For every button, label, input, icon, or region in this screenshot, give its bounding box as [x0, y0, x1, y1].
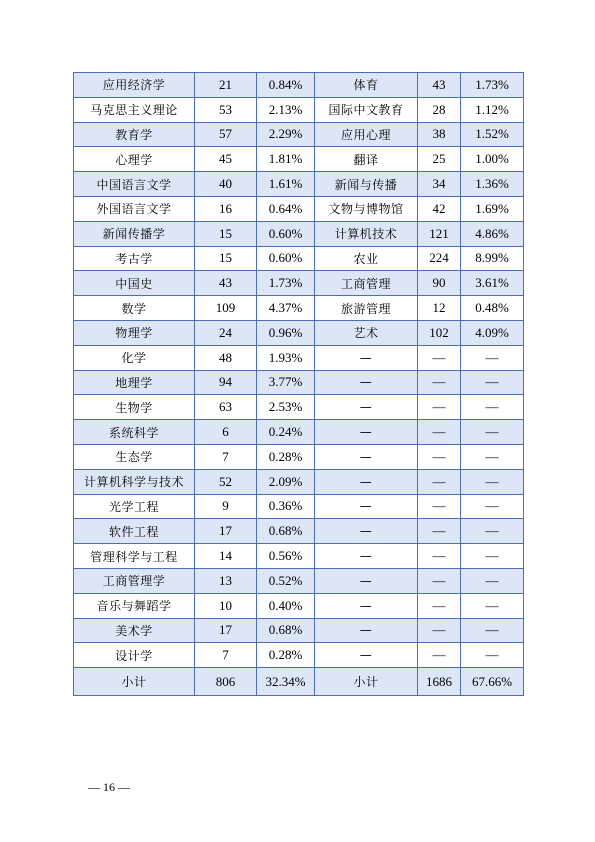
academic-count: 17 — [195, 519, 257, 544]
academic-percent: 2.53% — [257, 395, 315, 420]
academic-count: 40 — [195, 172, 257, 197]
professional-count: — — [418, 395, 461, 420]
professional-subject-name: 艺术 — [315, 320, 418, 345]
professional-count: — — [418, 618, 461, 643]
professional-count: 43 — [418, 73, 461, 98]
academic-percent: 2.29% — [257, 122, 315, 147]
academic-percent: 0.56% — [257, 544, 315, 569]
professional-count: — — [418, 544, 461, 569]
table-row — [74, 172, 524, 197]
academic-subject-name: 软件工程 — [74, 519, 195, 544]
professional-percent: 1.00% — [461, 147, 524, 172]
professional-percent: — — [461, 618, 524, 643]
academic-percent: 1.61% — [257, 172, 315, 197]
professional-count: 42 — [418, 196, 461, 221]
professional-subject-name: 翻译 — [315, 147, 418, 172]
academic-count: 15 — [195, 221, 257, 246]
professional-count: — — [418, 469, 461, 494]
table-row — [74, 593, 524, 618]
academic-percent: 1.81% — [257, 147, 315, 172]
professional-subject-name: — — [315, 643, 418, 668]
table-row — [74, 643, 524, 668]
table-row — [74, 345, 524, 370]
table-row — [74, 444, 524, 469]
academic-subject-name: 管理科学与工程 — [74, 544, 195, 569]
academic-percent: 0.28% — [257, 643, 315, 668]
professional-subject-name: — — [315, 618, 418, 643]
academic-subject-name: 中国语言文学 — [74, 172, 195, 197]
professional-subject-name: — — [315, 444, 418, 469]
professional-percent: 4.09% — [461, 320, 524, 345]
professional-count: 12 — [418, 296, 461, 321]
table-row — [74, 73, 524, 98]
academic-count: 15 — [195, 246, 257, 271]
professional-percent: — — [461, 494, 524, 519]
academic-count: 52 — [195, 469, 257, 494]
professional-subject-name: — — [315, 370, 418, 395]
academic-percent: 0.24% — [257, 420, 315, 445]
academic-subject-name: 系统科学 — [74, 420, 195, 445]
professional-percent: — — [461, 519, 524, 544]
professional-percent: — — [461, 568, 524, 593]
professional-subject-name: — — [315, 494, 418, 519]
academic-count: 63 — [195, 395, 257, 420]
academic-count: 6 — [195, 420, 257, 445]
page-number: — 16 — — [88, 780, 130, 794]
academic-subject-name: 生态学 — [74, 444, 195, 469]
academic-subject-name: 应用经济学 — [74, 73, 195, 98]
professional-subject-name: — — [315, 395, 418, 420]
professional-percent: 1.73% — [461, 73, 524, 98]
academic-subject-name: 美术学 — [74, 618, 195, 643]
professional-percent: — — [461, 370, 524, 395]
professional-percent: — — [461, 593, 524, 618]
professional-subject-name: — — [315, 544, 418, 569]
academic-percent: 0.60% — [257, 246, 315, 271]
academic-count: 806 — [195, 668, 257, 696]
professional-percent: — — [461, 420, 524, 445]
professional-subject-name: 应用心理 — [315, 122, 418, 147]
table-body — [74, 73, 524, 696]
academic-subject-name: 生物学 — [74, 395, 195, 420]
academic-subject-name: 化学 — [74, 345, 195, 370]
academic-subject-name: 心理学 — [74, 147, 195, 172]
academic-count: 24 — [195, 320, 257, 345]
academic-percent: 0.68% — [257, 519, 315, 544]
table-row — [74, 246, 524, 271]
subtotal-row — [74, 668, 524, 696]
table-row — [74, 320, 524, 345]
academic-count: 13 — [195, 568, 257, 593]
table-row — [74, 519, 524, 544]
professional-percent: 1.36% — [461, 172, 524, 197]
academic-subject-name: 考古学 — [74, 246, 195, 271]
academic-count: 57 — [195, 122, 257, 147]
professional-count: — — [418, 345, 461, 370]
academic-subject-name: 中国史 — [74, 271, 195, 296]
academic-subject-name: 教育学 — [74, 122, 195, 147]
table-row — [74, 618, 524, 643]
professional-percent: 1.69% — [461, 196, 524, 221]
academic-count: 17 — [195, 618, 257, 643]
academic-subject-name: 小计 — [74, 668, 195, 696]
academic-count: 21 — [195, 73, 257, 98]
professional-subject-name: — — [315, 519, 418, 544]
academic-count: 9 — [195, 494, 257, 519]
professional-count: 28 — [418, 97, 461, 122]
table-row — [74, 196, 524, 221]
academic-subject-name: 新闻传播学 — [74, 221, 195, 246]
professional-count: — — [418, 593, 461, 618]
academic-count: 53 — [195, 97, 257, 122]
professional-subject-name: 小计 — [315, 668, 418, 696]
table-row — [74, 568, 524, 593]
academic-count: 94 — [195, 370, 257, 395]
academic-percent: 2.09% — [257, 469, 315, 494]
academic-percent: 3.77% — [257, 370, 315, 395]
professional-count: 90 — [418, 271, 461, 296]
academic-percent: 4.37% — [257, 296, 315, 321]
professional-count: 224 — [418, 246, 461, 271]
academic-percent: 1.93% — [257, 345, 315, 370]
professional-count: — — [418, 444, 461, 469]
academic-subject-name: 外国语言文学 — [74, 196, 195, 221]
academic-count: 14 — [195, 544, 257, 569]
academic-count: 48 — [195, 345, 257, 370]
professional-percent: 67.66% — [461, 668, 524, 696]
table-row — [74, 271, 524, 296]
academic-percent: 0.36% — [257, 494, 315, 519]
academic-count: 7 — [195, 643, 257, 668]
table-row — [74, 395, 524, 420]
table-row — [74, 221, 524, 246]
academic-percent: 0.40% — [257, 593, 315, 618]
professional-percent: 4.86% — [461, 221, 524, 246]
professional-percent: — — [461, 544, 524, 569]
academic-percent: 0.28% — [257, 444, 315, 469]
professional-percent: 1.12% — [461, 97, 524, 122]
professional-subject-name: 农业 — [315, 246, 418, 271]
professional-count: — — [418, 420, 461, 445]
professional-subject-name: 新闻与传播 — [315, 172, 418, 197]
professional-subject-name: 工商管理 — [315, 271, 418, 296]
professional-subject-name: — — [315, 593, 418, 618]
academic-subject-name: 计算机科学与技术 — [74, 469, 195, 494]
professional-count: 1686 — [418, 668, 461, 696]
table-row — [74, 97, 524, 122]
professional-count: — — [418, 370, 461, 395]
academic-percent: 32.34% — [257, 668, 315, 696]
academic-subject-name: 物理学 — [74, 320, 195, 345]
professional-count: 34 — [418, 172, 461, 197]
professional-count: — — [418, 643, 461, 668]
table-row — [74, 296, 524, 321]
professional-count: 121 — [418, 221, 461, 246]
academic-count: 45 — [195, 147, 257, 172]
professional-subject-name: 旅游管理 — [315, 296, 418, 321]
professional-count: 102 — [418, 320, 461, 345]
professional-percent: — — [461, 395, 524, 420]
academic-percent: 0.64% — [257, 196, 315, 221]
academic-count: 7 — [195, 444, 257, 469]
academic-subject-name: 设计学 — [74, 643, 195, 668]
professional-percent: — — [461, 643, 524, 668]
professional-subject-name: — — [315, 345, 418, 370]
professional-subject-name: — — [315, 568, 418, 593]
professional-count: 38 — [418, 122, 461, 147]
professional-subject-name: — — [315, 469, 418, 494]
subject-distribution-table — [73, 72, 524, 696]
professional-percent: — — [461, 469, 524, 494]
professional-count: — — [418, 568, 461, 593]
professional-percent: — — [461, 345, 524, 370]
academic-subject-name: 光学工程 — [74, 494, 195, 519]
academic-percent: 2.13% — [257, 97, 315, 122]
professional-count: 25 — [418, 147, 461, 172]
professional-percent: 8.99% — [461, 246, 524, 271]
professional-subject-name: 体育 — [315, 73, 418, 98]
academic-percent: 0.60% — [257, 221, 315, 246]
academic-percent: 0.84% — [257, 73, 315, 98]
academic-percent: 0.68% — [257, 618, 315, 643]
academic-percent: 0.96% — [257, 320, 315, 345]
professional-count: — — [418, 519, 461, 544]
table-row — [74, 494, 524, 519]
professional-subject-name: 国际中文教育 — [315, 97, 418, 122]
academic-subject-name: 马克思主义理论 — [74, 97, 195, 122]
academic-count: 16 — [195, 196, 257, 221]
professional-percent: 0.48% — [461, 296, 524, 321]
professional-subject-name: 计算机技术 — [315, 221, 418, 246]
professional-percent: — — [461, 444, 524, 469]
academic-subject-name: 数学 — [74, 296, 195, 321]
academic-count: 10 — [195, 593, 257, 618]
academic-subject-name: 工商管理学 — [74, 568, 195, 593]
academic-subject-name: 音乐与舞蹈学 — [74, 593, 195, 618]
academic-count: 109 — [195, 296, 257, 321]
academic-percent: 0.52% — [257, 568, 315, 593]
table-row — [74, 147, 524, 172]
professional-count: — — [418, 494, 461, 519]
professional-percent: 1.52% — [461, 122, 524, 147]
professional-subject-name: 文物与博物馆 — [315, 196, 418, 221]
professional-subject-name: — — [315, 420, 418, 445]
academic-percent: 1.73% — [257, 271, 315, 296]
academic-count: 43 — [195, 271, 257, 296]
professional-percent: 3.61% — [461, 271, 524, 296]
academic-subject-name: 地理学 — [74, 370, 195, 395]
table-row — [74, 370, 524, 395]
table-row — [74, 420, 524, 445]
table-row — [74, 122, 524, 147]
table-row — [74, 544, 524, 569]
table-row — [74, 469, 524, 494]
